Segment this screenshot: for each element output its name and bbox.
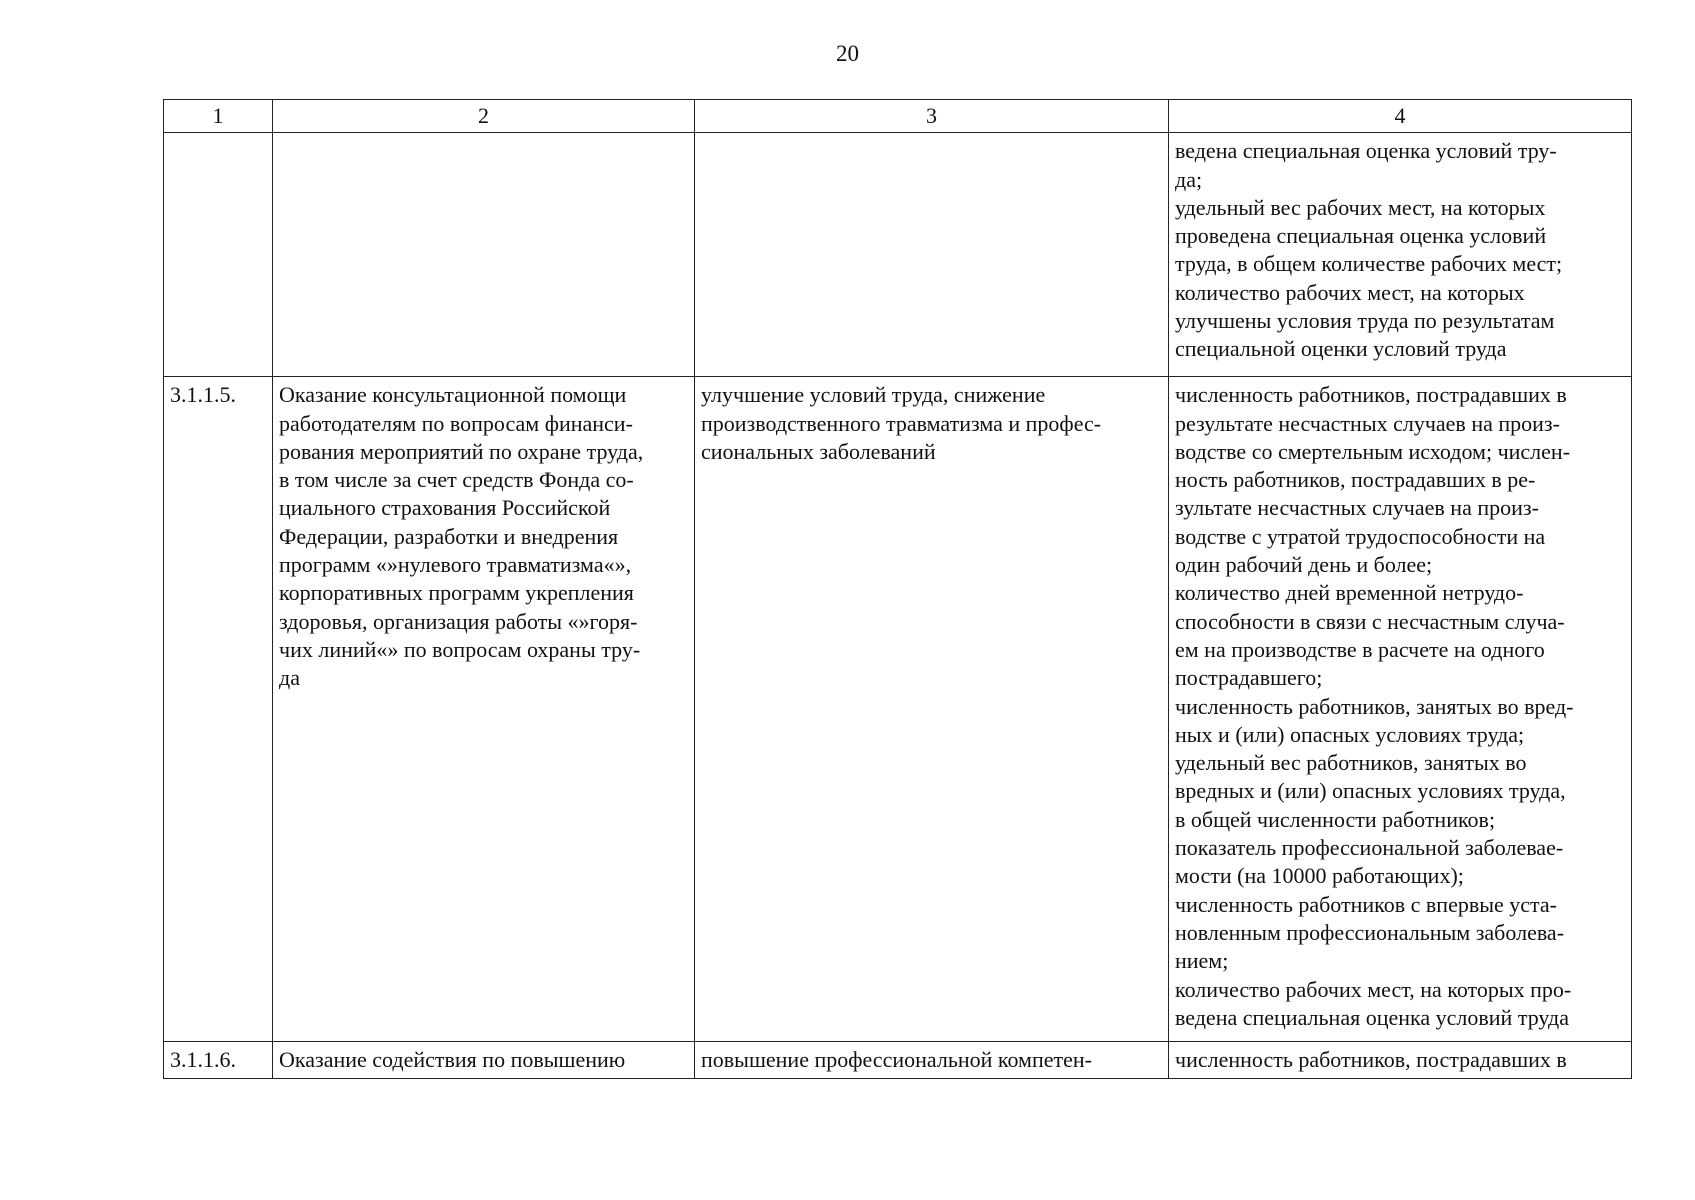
cell-item-number: 3.1.1.5. [164,377,273,1042]
cell-item-number [164,133,273,377]
cell-indicators: численность работников, пострадавших в [1169,1042,1632,1079]
cell-measure-name: Оказание консультационной помощи работодателям по вопросам финанси- рования мероприятий по охране труда, в том числе за счет средств Фонда со- циального страхования Российской Федерации, разработки и внедрения программ «»нулевого травматизма«», корпоративных программ укрепления здоровья, организация работы «»горя- чих линий«» по вопросам охраны тру- да [273,377,695,1042]
cell-indicators: ведена специальная оценка условий тру- да; удельный вес рабочих мест, на которых проведена специальная оценка условий труда, в общем количестве рабочих мест; количество рабочих мест, на которых улучшены условия труда по результатам специальной оценки условий труда [1169,133,1632,377]
cell-expected-result [695,133,1169,377]
page-number: 20 [836,41,859,66]
column-header-1: 1 [164,100,273,133]
cell-item-number: 3.1.1.6. [164,1042,273,1079]
cell-expected-result: повышение профессиональной компетен- [695,1042,1169,1079]
table-row [164,1042,1632,1079]
measures-table [163,99,1632,1079]
table-row [164,133,1632,377]
column-header-4: 4 [1169,100,1632,133]
table-header-row [164,100,1632,133]
cell-measure-name [273,133,695,377]
cell-measure-name: Оказание содействия по повышению [273,1042,695,1079]
cell-indicators: численность работников, пострадавших в результате несчастных случаев на произ- водстве со смертельным исходом; числен- ность работников, пострадавших в ре- зультате несчастных случаев на произ- водстве с утратой трудоспособности на один рабочий день и более; количество дней временной нетрудо- способности в связи с несчастным случа- ем на производстве в расчете на одного пострадавшего; численность работников, занятых во вред- ных и (или) опасных условиях труда; удельный вес работников, занятых во вредных и (или) опасных условиях труда, в общей численности работников; показатель профессиональной заболевае- мости (на 10000 работающих); численность работников с впервые уста- новленным профессиональным заболева- нием; количество рабочих мест, на которых про- ведена специальная оценка условий труда [1169,377,1632,1042]
column-header-2: 2 [273,100,695,133]
column-header-3: 3 [695,100,1169,133]
table-row [164,377,1632,1042]
cell-expected-result: улучшение условий труда, снижение производственного травматизма и профес- сиональных заболеваний [695,377,1169,1042]
